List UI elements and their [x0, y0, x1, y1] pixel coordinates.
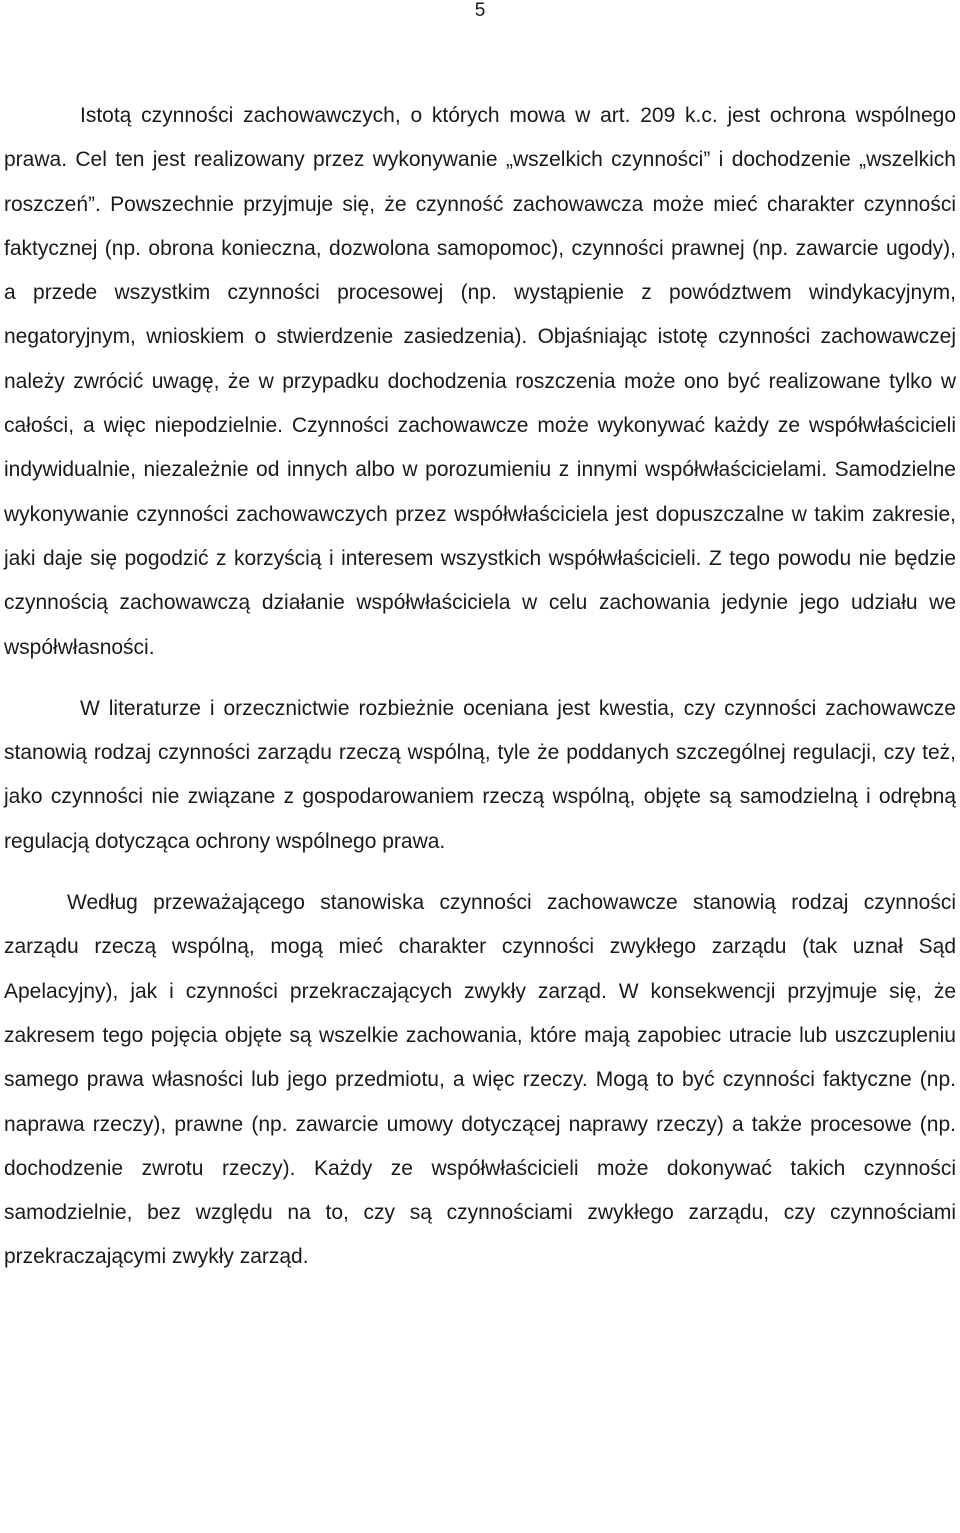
paragraph-2: W literaturze i orzecznictwie rozbieżnie oceniana jest kwestia, czy czynności zachowawcze stanowią rodzaj czynności zarządu rzeczą wspólną, tyle że poddanych szczególnej regulacji, czy też, jako czynności nie związane z gospodarowaniem rzeczą wspólną, objęte są samodzielną i odrębną regulacją dotycząca ochrony wspólnego prawa.: [4, 696, 956, 853]
paragraph-3: Według przeważającego stanowiska czynności zachowawcze stanowią rodzaj czynności zarządu rzeczą wspólną, mogą mieć charakter czynności zwykłego zarządu (tak uznał Sąd Apelacyjny), jak i czynności przekraczających zwykły zarząd. W konsekwencji przyjmuje się, że zakresem tego pojęcia objęte są wszelkie zachowania, które mają zapobiec utracie lub uszczupleniu samego prawa własności lub jego przedmiotu, a więc rzeczy. Mogą to być czynności faktyczne (np. naprawa rzeczy), prawne (np. zawarcie umowy dotyczącej naprawy rzeczy) a także procesowe (np. dochodzenie zwrotu rzeczy). Każdy ze współwłaścicieli może dokonywać takich czynności samodzielnie, bez względu na to, czy są czynnościami zwykłego zarządu, czy czynnościami przekraczającymi zwykły zarząd.: [4, 891, 956, 1269]
page-number: 5: [474, 0, 486, 21]
document-body: [4, 94, 956, 1280]
paragraph-1: Istotą czynności zachowawczych, o których mowa w art. 209 k.c. jest ochrona wspólnego prawa. Cel ten jest realizowany przez wykonywanie „wszelkich czynności” i dochodzenie „wszelkich roszczeń”. Powszechnie przyjmuje się, że czynność zachowawcza może mieć charakter czynności faktycznej (np. obrona konieczna, dozwolona samopomoc), czynności prawnej (np. zawarcie ugody), a przede wszystkim czynności procesowej (np. wystąpienie z powództwem windykacyjnym, negatoryjnym, wnioskiem o stwierdzenie zasiedzenia). Objaśniając istotę czynności zachowawczej należy zwrócić uwagę, że w przypadku dochodzenia roszczenia może ono być realizowane tylko w całości, a więc niepodzielnie. Czynności zachowawcze może wykonywać każdy ze współwłaścicieli indywidualnie, niezależnie od innych albo w porozumieniu z innymi współwłaścicielami. Samodzielne wykonywanie czynności zachowawczych przez współwłaściciela jest dopuszczalne w takim zakresie, jaki daje się pogodzić z korzyścią i interesem wszystkich współwłaścicieli. Z tego powodu nie będzie czynnością zachowawczą działanie współwłaściciela w celu zachowania jedynie jego udziału we współwłasności.: [4, 104, 956, 659]
